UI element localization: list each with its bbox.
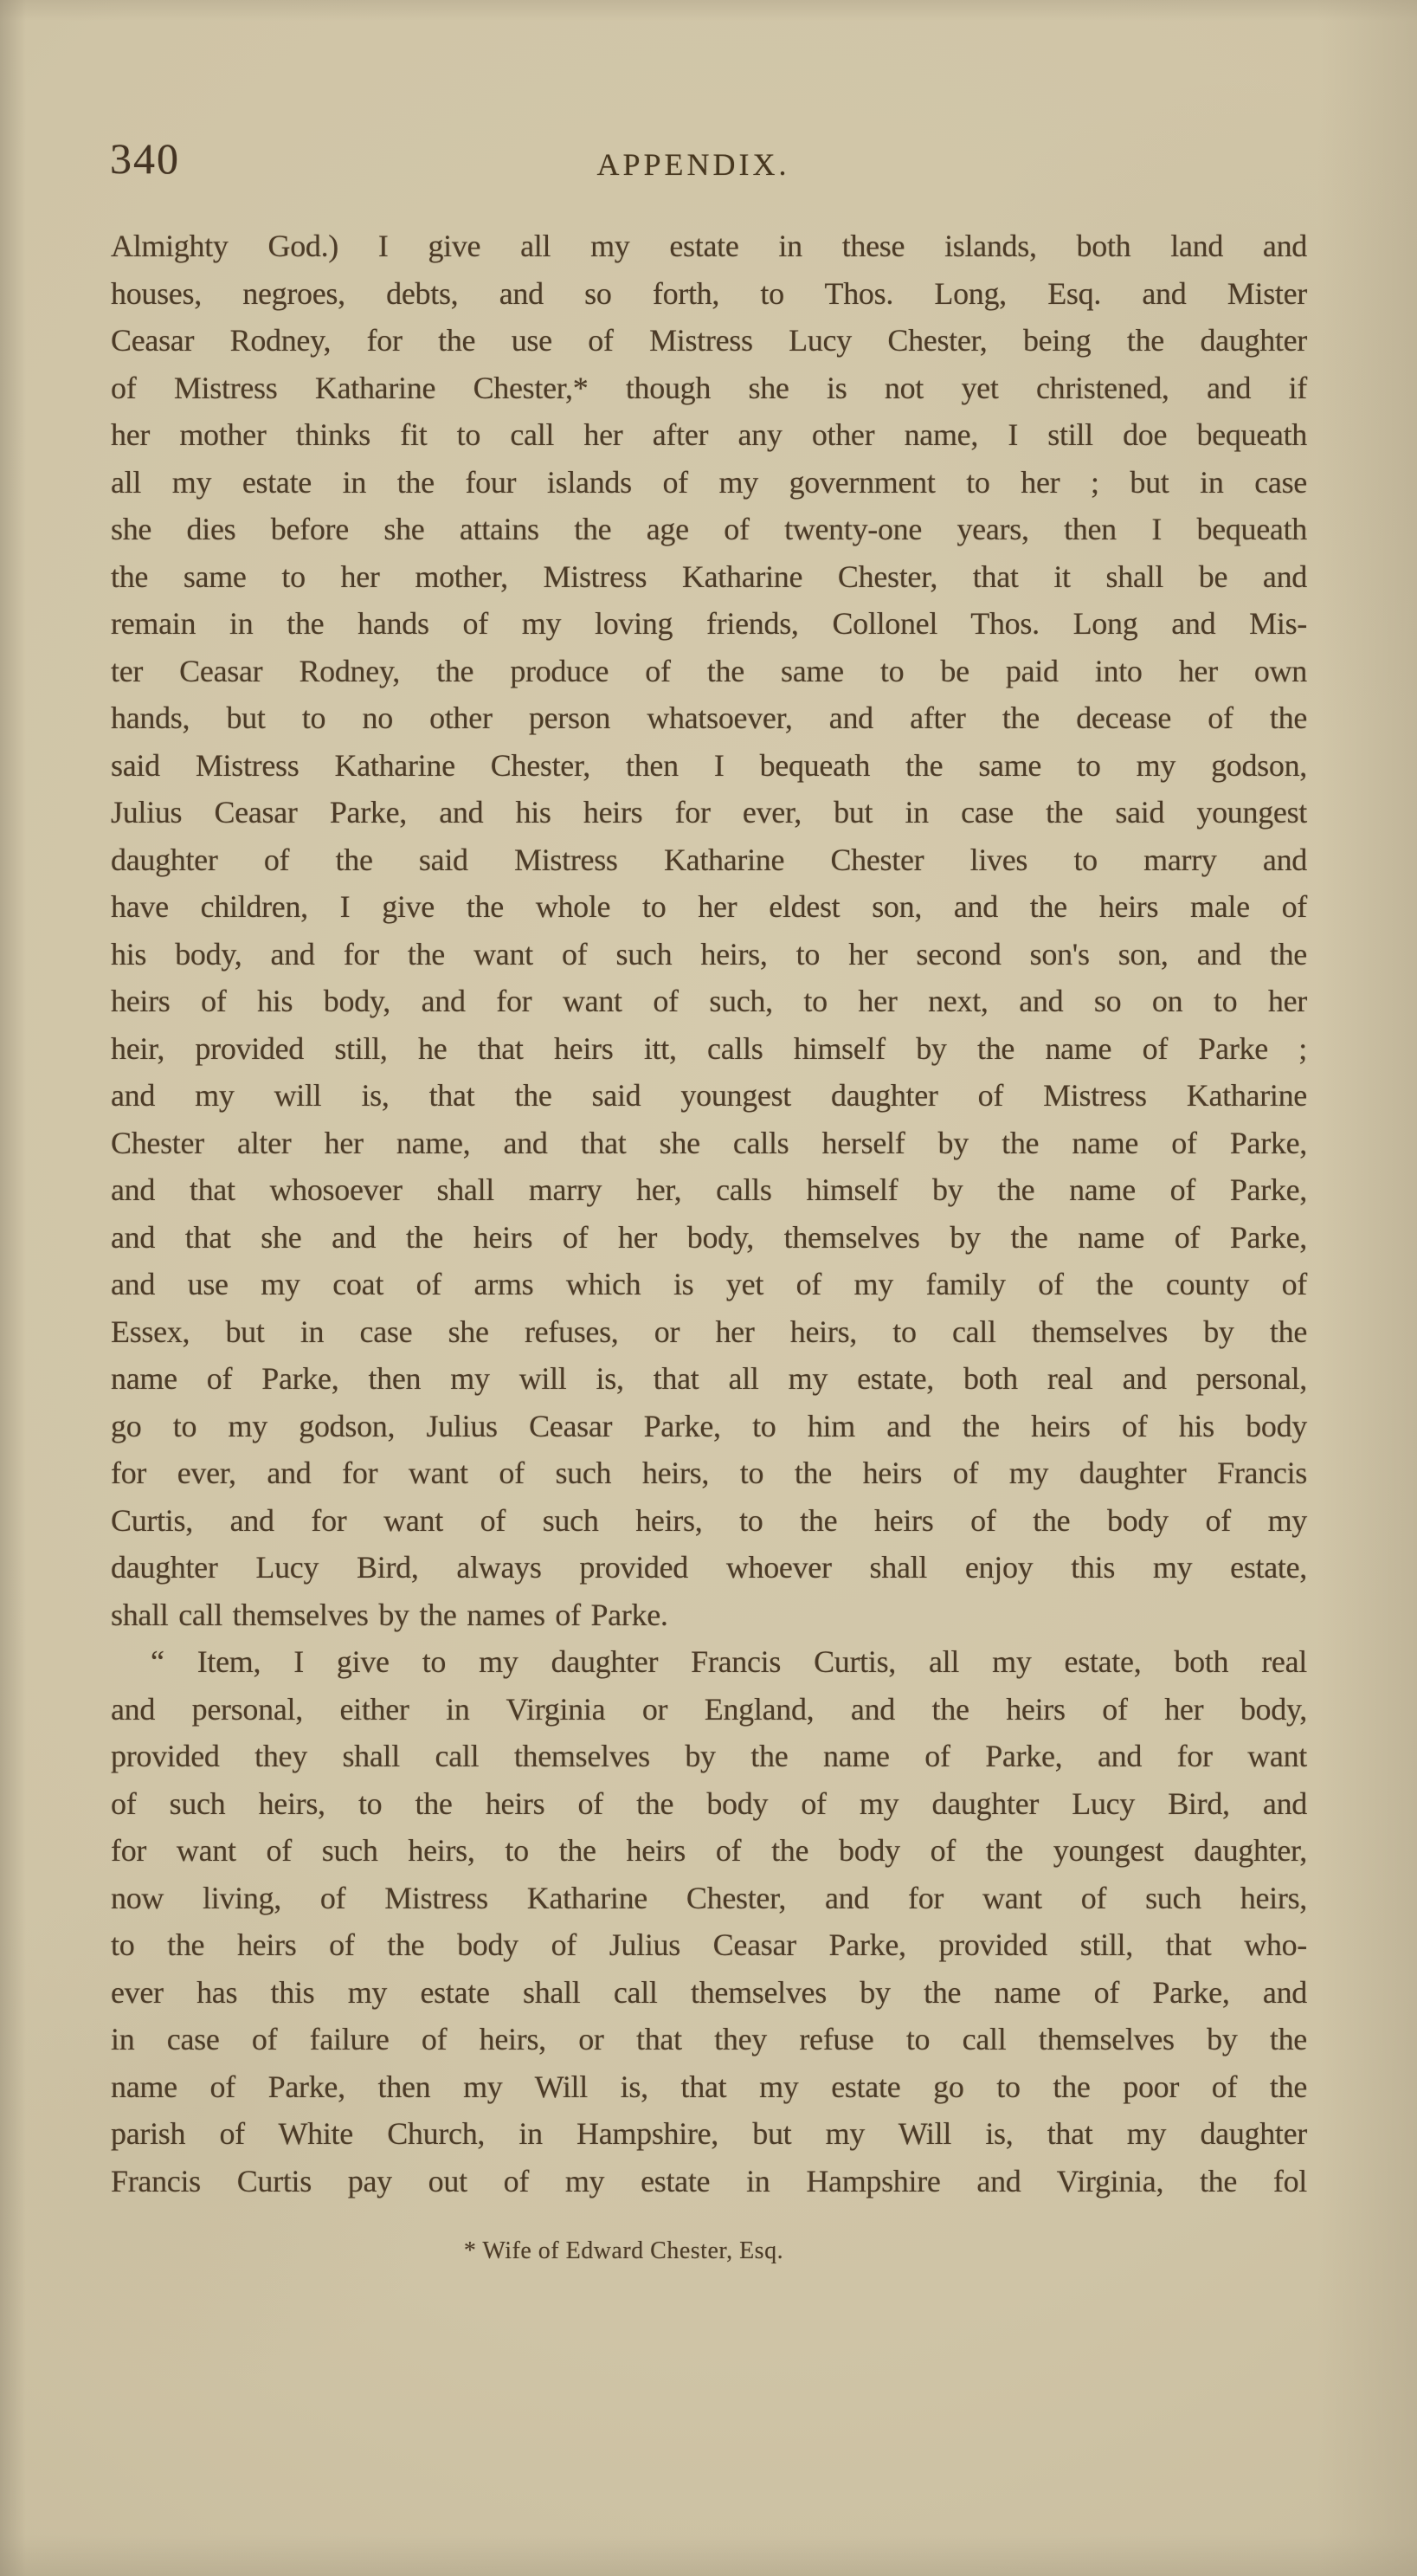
text-line: heir, provided still, he that heirs itt, calls himself by the name of Parke ;	[111, 1030, 1307, 1066]
footnote-text: Wife of Edward Chester, Esq.	[482, 2237, 784, 2264]
text-line: houses, negroes, debts, and so forth, to Thos. Long, Esq. and Mister	[111, 275, 1307, 311]
text-line: provided they shall call themselves by the name of Parke, and for want	[111, 1739, 1307, 1773]
text-line: Essex, but in case she refuses, or her heirs, to call themselves by the	[111, 1314, 1307, 1349]
text-line: remain in the hands of my loving friends, Collonel Thos. Long and Mis-	[111, 606, 1307, 641]
text-line: name of Parke, then my Will is, that my estate go to the poor of the	[111, 2069, 1307, 2104]
text-line: the same to her mother, Mistress Katharine Chester, that it shall be and	[111, 558, 1307, 594]
text-line: Chester alter her name, and that she calls herself by the name of Parke,	[111, 1125, 1307, 1160]
text-line: name of Parke, then my will is, that all my estate, both real and personal,	[111, 1361, 1307, 1396]
text-line: ter Ceasar Rodney, the produce of the same to be paid into her own	[111, 653, 1307, 688]
text-line: her mother thinks fit to call her after any other name, I still doe bequeath	[111, 417, 1307, 452]
text-line: hands, but to no other person whatsoever, and after the decease of the	[111, 700, 1307, 735]
paragraph-will-bequest	[111, 223, 1307, 1638]
text-line: ever has this my estate shall call themselves by the name of Parke, and	[111, 1974, 1307, 2010]
text-line: and use my coat of arms which is yet of my family of the county of	[111, 1267, 1307, 1301]
text-line: go to my godson, Julius Ceasar Parke, to him and the heirs of his body	[111, 1408, 1307, 1443]
text-line: Ceasar Rodney, for the use of Mistress Lucy Chester, being the daughter	[111, 323, 1307, 358]
body-text	[111, 223, 1307, 2205]
footnote	[111, 2237, 1137, 2266]
text-line: for want of such heirs, to the heirs of the body of the youngest daughter,	[111, 1833, 1307, 1868]
text-line: daughter of the said Mistress Katharine Chester lives to marry and	[111, 842, 1307, 877]
text-line: said Mistress Katharine Chester, then I bequeath the same to my godson,	[111, 747, 1307, 783]
page-number: 340	[110, 134, 180, 183]
text-line: Francis Curtis pay out of my estate in Hampshire and Virginia, the fol	[111, 2163, 1307, 2198]
footnote-marker: *	[463, 2237, 477, 2264]
text-line: now living, of Mistress Katharine Chester, and for want of such heirs,	[111, 1880, 1307, 1915]
text-line: Almighty God.) I give all my estate in these islands, both land and	[111, 229, 1307, 263]
text-line: to the heirs of the body of Julius Ceasar Parke, provided still, that who-	[111, 1927, 1307, 1962]
text-line: of Mistress Katharine Chester,* though she is not yet christened, and if	[111, 370, 1307, 405]
text-line: “ Item, I give to my daughter Francis Curtis, all my estate, both real	[151, 1644, 1307, 1679]
text-line: in case of failure of heirs, or that they refuse to call themselves by the	[111, 2022, 1307, 2056]
text-line: she dies before she attains the age of twenty-one years, then I bequeath	[111, 512, 1307, 546]
text-line: of such heirs, to the heirs of the body of my daughter Lucy Bird, and	[111, 1785, 1307, 1821]
text-line: all my estate in the four islands of my government to her ; but in case	[111, 464, 1307, 500]
text-line: and personal, either in Virginia or England, and the heirs of her body,	[111, 1691, 1307, 1727]
text-line: daughter Lucy Bird, always provided whoever shall enjoy this my estate,	[111, 1550, 1307, 1585]
text-line: shall call themselves by the names of Parke.	[111, 1597, 668, 1632]
text-line: his body, and for the want of such heirs, to her second son's son, and the	[111, 936, 1307, 972]
paragraph-item-francis-curtis	[111, 1638, 1307, 2205]
text-line: for ever, and for want of such heirs, to the heirs of my daughter Francis	[111, 1456, 1307, 1490]
text-line: Curtis, and for want of such heirs, to the heirs of the body of my	[111, 1502, 1307, 1538]
text-line: and my will is, that the said youngest daughter of Mistress Katharine	[111, 1078, 1307, 1113]
running-title: APPENDIX.	[596, 147, 790, 182]
text-line: have children, I give the whole to her eldest son, and the heirs male of	[111, 889, 1307, 924]
text-line: Julius Ceasar Parke, and his heirs for ever, but in case the said youngest	[111, 795, 1307, 830]
text-line: and that she and the heirs of her body, themselves by the name of Parke,	[111, 1219, 1307, 1255]
text-line: parish of White Church, in Hampshire, but my Will is, that my daughter	[111, 2116, 1307, 2151]
text-line: and that whosoever shall marry her, calls himself by the name of Parke,	[111, 1172, 1307, 1207]
text-line: heirs of his body, and for want of such, to her next, and so on to her	[111, 984, 1307, 1018]
